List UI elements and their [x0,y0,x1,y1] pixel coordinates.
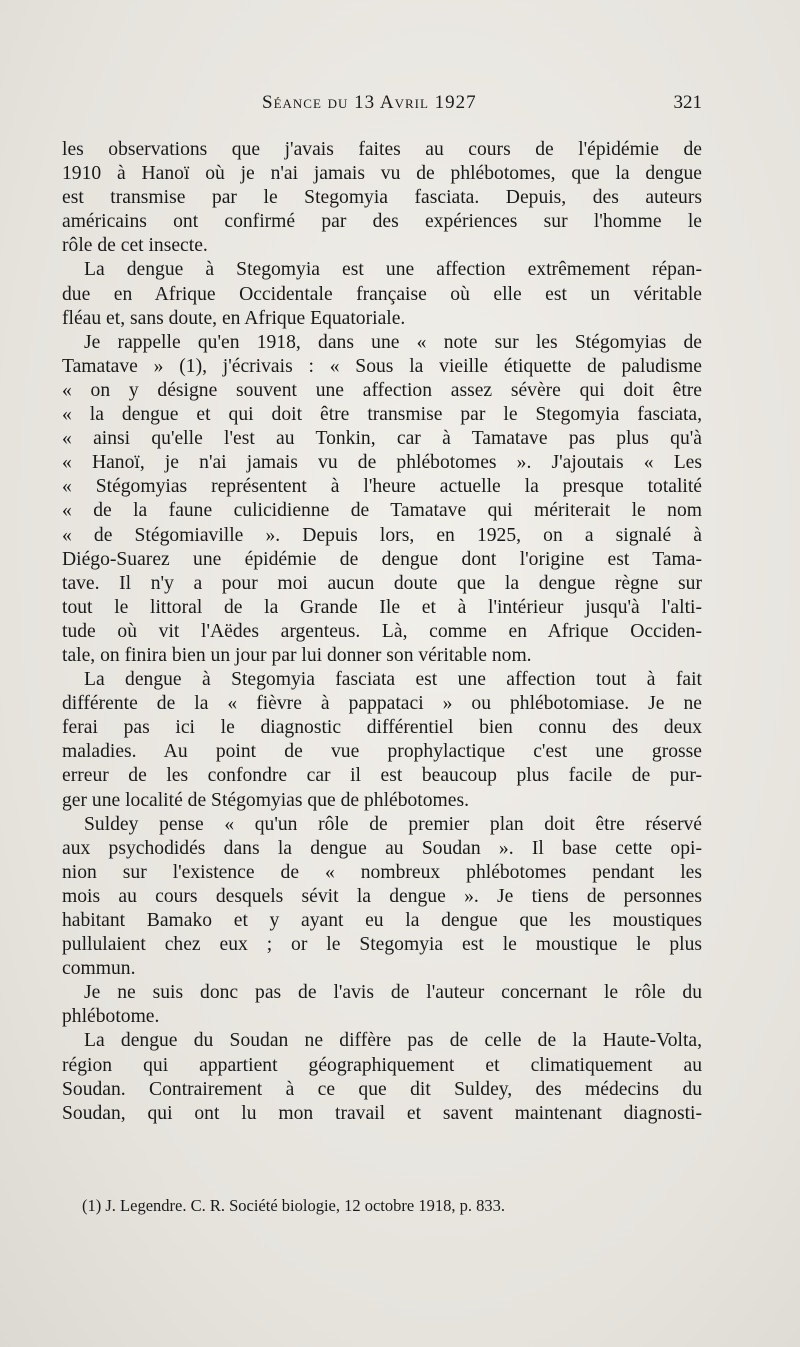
text-line: habitant Bamako et y ayant eu la dengue que les moustiques [62,910,702,931]
text-line: Tamatave » (1), j'écrivais : « Sous la vieille étiquette de paludisme [62,355,702,377]
text-line: « on y désigne souvent une affection assez sévère qui doit être [62,379,702,401]
body-text [62,138,702,1126]
page-number: 321 [673,92,702,113]
text-line: « la dengue et qui doit être transmise par le Stegomyia fasciata, [62,404,702,426]
text-line: La dengue à Stegomyia est une affection extrêmement répan- [84,259,702,281]
text-line: tout le littoral de la Grande Ile et à l'intérieur jusqu'à l'alti- [62,596,702,618]
text-line: tave. Il n'y a pour moi aucun doute que la dengue règne sur [62,572,702,594]
text-line: maladies. Au point de vue prophylactique c'est une grosse [62,741,702,763]
text-line: « de la faune culicidienne de Tamatave qui mériterait le nom [62,500,702,522]
text-line: « de Stégomiaville ». Depuis lors, en 1925, on a signalé à [62,524,702,546]
text-line: 1910 à Hanoï où je n'ai jamais vu de phlébotomes, que la dengue [62,163,702,185]
text-line: due en Afrique Occidentale française où elle est un véritable [62,283,702,305]
text-line: différente de la « fièvre à pappataci » ou phlébotomiase. Je ne [62,693,702,715]
text-line: fléau et, sans doute, en Afrique Equatoriale. [62,307,406,329]
text-line: ferai pas ici le diagnostic différentiel bien connu des deux [62,717,702,739]
text-line: américains ont confirmé par des expériences sur l'homme le [62,211,702,233]
text-line: phlébotome. [62,1006,160,1028]
text-line: « Hanoï, je n'ai jamais vu de phlébotomes ». J'ajoutais « Les [62,452,702,474]
text-line: erreur de les confondre car il est beaucoup plus facile de pur- [62,765,702,787]
text-line: tale, on finira bien un jour par lui donner son véritable nom. [62,644,532,666]
text-line: ger une localité de Stégomyias que de phlébotomes. [62,789,470,811]
text-line: « Stégomyias représentent à l'heure actuelle la presque totalité [62,476,702,498]
text-line: les observations que j'avais faites au cours de l'épidémie de [62,139,702,160]
text-line: pullulaient chez eux ; or le Stegomyia est le moustique le plus [62,934,702,956]
text-line: est transmise par le Stegomyia fasciata. Depuis, des auteurs [62,187,702,209]
text-line: région qui appartient géographiquement et climatiquement au [62,1054,702,1076]
text-line: Soudan, qui ont lu mon travail et savent maintenant diagnosti- [62,1102,702,1124]
text-line: « ainsi qu'elle l'est au Tonkin, car à Tamatave pas plus qu'à [62,428,702,450]
text-line: Suldey pense « qu'un rôle de premier plan doit être réservé [84,813,702,835]
footnote: (1) J. Legendre. C. R. Société biologie, 12 octobre 1918, p. 833. [82,1196,505,1215]
text-line: Je ne suis donc pas de l'avis de l'auteur concernant le rôle du [84,982,702,1004]
text-line: La dengue du Soudan ne diffère pas de celle de la Haute-Volta, [84,1030,702,1052]
text-line: tude où vit l'Aëdes argenteus. Là, comme en Afrique Occiden- [62,620,702,642]
running-head: Séance du 13 Avril 1927 [262,92,477,113]
text-line: nion sur l'existence de « nombreux phlébotomes pendant les [62,861,702,883]
text-line: aux psychodidés dans la dengue au Soudan ». Il base cette opi- [62,837,702,859]
text-line: La dengue à Stegomyia fasciata est une affection tout à fait [84,669,702,691]
text-line: Soudan. Contrairement à ce que dit Suldey, des médecins du [62,1078,702,1100]
text-line: commun. [62,958,136,980]
page-header [62,88,702,118]
text-line: Diégo-Suarez une épidémie de dengue dont l'origine est Tama- [62,548,702,570]
text-line: rôle de cet insecte. [62,235,208,257]
text-line: mois au cours desquels sévit la dengue ». Je tiens de personnes [62,885,702,907]
text-line: Je rappelle qu'en 1918, dans une « note sur les Stégomyias de [84,331,702,353]
